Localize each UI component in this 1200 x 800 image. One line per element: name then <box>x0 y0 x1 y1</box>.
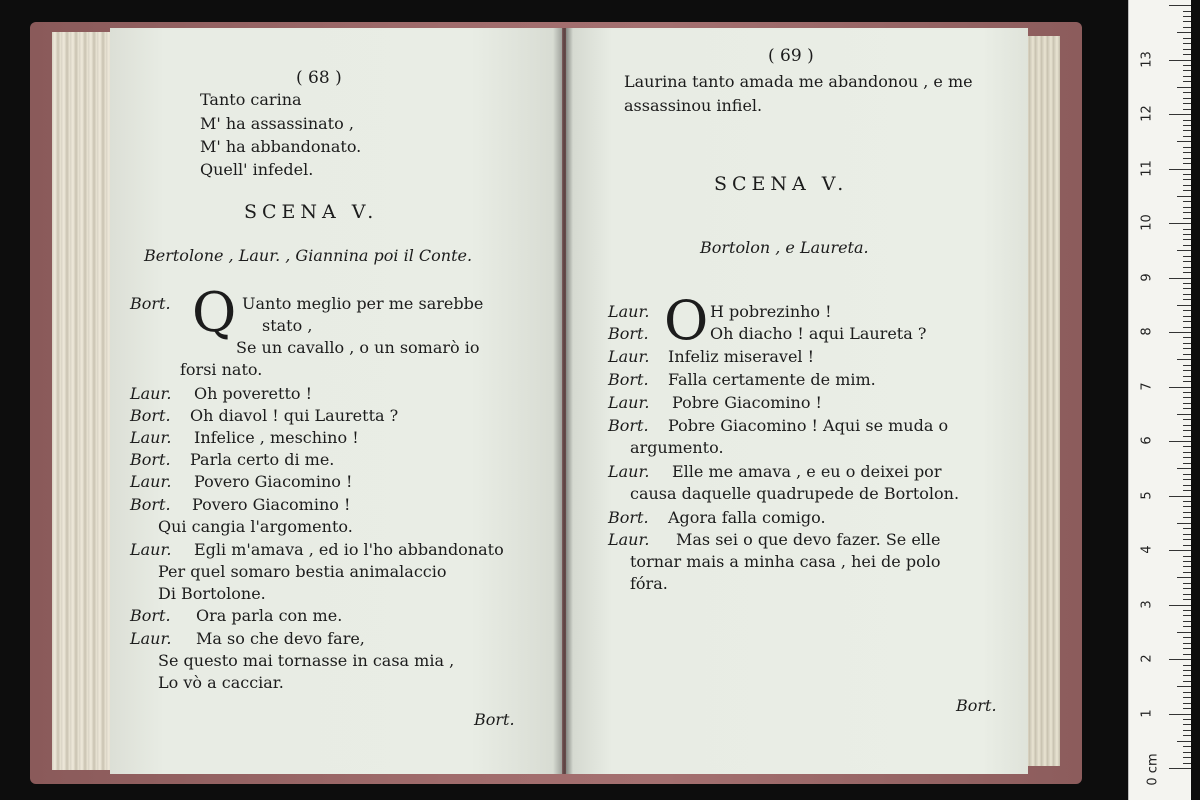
speaker-label: Laur. <box>608 347 650 366</box>
ruler-tick <box>1183 512 1191 513</box>
ruler-tick <box>1183 354 1191 355</box>
dialogue-line: Povero Giacomino ! <box>192 495 351 514</box>
dialogue-line: Di Bortolone. <box>158 584 266 603</box>
speaker-label: Bort. <box>608 416 649 435</box>
ruler-tick <box>1177 141 1191 142</box>
ruler-tick <box>1169 387 1191 388</box>
left-verse-line: Quell' infedel. <box>200 160 314 179</box>
ruler-unit-label: 0 cm <box>1145 753 1161 786</box>
ruler-tick <box>1183 16 1191 17</box>
ruler-tick <box>1183 534 1191 535</box>
speaker-label: Bort. <box>130 606 171 625</box>
dialogue-line: Lo vò a cacciar. <box>158 673 284 692</box>
ruler-number: 7 <box>1139 381 1155 391</box>
ruler-tick <box>1183 697 1191 698</box>
speaker-label: Laur. <box>608 462 650 481</box>
ruler-tick <box>1183 735 1191 736</box>
ruler-tick <box>1183 610 1191 611</box>
speaker-label: Bort. <box>608 324 649 343</box>
ruler-tick <box>1183 201 1191 202</box>
ruler-tick <box>1183 92 1191 93</box>
ruler-number: 10 <box>1139 214 1155 231</box>
speaker-label: Bort. <box>608 508 649 527</box>
ruler-tick <box>1183 501 1191 502</box>
ruler-tick <box>1183 724 1191 725</box>
ruler-tick <box>1183 21 1191 22</box>
ruler-tick <box>1183 376 1191 377</box>
dialogue-line: Elle me amava , e eu o deixei por <box>672 462 942 481</box>
ruler-tick <box>1183 310 1191 311</box>
left-catchword: Bort. <box>474 710 515 729</box>
ruler-tick <box>1169 441 1191 442</box>
ruler-tick <box>1177 87 1191 88</box>
ruler-number: 6 <box>1139 436 1155 445</box>
ruler-number: 11 <box>1139 159 1155 177</box>
ruler-tick <box>1183 43 1191 44</box>
ruler-tick <box>1183 207 1191 208</box>
dialogue-line: tornar mais a minha casa , hei de polo <box>630 552 941 571</box>
ruler-tick <box>1183 245 1191 246</box>
dialogue-line: Egli m'amava , ed io l'ho abbandonato <box>194 540 504 559</box>
dialogue-line: H pobrezinho ! <box>710 302 832 321</box>
ruler-tick <box>1169 714 1191 715</box>
ruler-tick <box>1183 392 1191 393</box>
right-verse-line: assassinou infiel. <box>624 96 763 115</box>
left-page-number: ( 68 ) <box>296 68 342 88</box>
ruler-tick <box>1183 321 1191 322</box>
ruler-tick <box>1183 545 1191 546</box>
ruler-tick <box>1169 114 1191 115</box>
dialogue-line: Pobre Giacomino ! <box>672 393 822 412</box>
ruler-tick <box>1183 179 1191 180</box>
ruler-tick <box>1183 174 1191 175</box>
left-verse-line: M' ha abbandonato. <box>200 137 362 156</box>
ruler-number: 4 <box>1139 545 1155 554</box>
left-drop-cap: Q <box>192 281 237 344</box>
speaker-label: Laur. <box>608 302 650 321</box>
ruler-tick <box>1177 196 1191 197</box>
ruler-tick <box>1177 305 1191 306</box>
ruler-tick <box>1183 479 1191 480</box>
ruler-number: 3 <box>1139 599 1155 609</box>
ruler-tick <box>1183 49 1191 50</box>
left-verse-line: Tanto carina <box>200 90 302 109</box>
left-scene-title: SCENA V. <box>244 201 379 223</box>
ruler-tick <box>1177 250 1191 251</box>
ruler-tick <box>1183 261 1191 262</box>
ruler-tick <box>1183 212 1191 213</box>
ruler-tick <box>1183 665 1191 666</box>
ruler-tick <box>1183 98 1191 99</box>
ruler-tick <box>1177 741 1191 742</box>
ruler-tick <box>1183 752 1191 753</box>
ruler-tick <box>1183 185 1191 186</box>
speaker-label: Laur. <box>130 384 172 403</box>
page-edges-left <box>52 32 112 770</box>
ruler-tick <box>1183 337 1191 338</box>
left-verse-line: M' ha assassinato , <box>200 114 354 133</box>
ruler-tick <box>1169 496 1191 497</box>
ruler-tick <box>1183 719 1191 720</box>
ruler-tick <box>1183 294 1191 295</box>
book-gutter <box>553 28 573 774</box>
ruler-tick <box>1177 468 1191 469</box>
ruler-tick <box>1183 147 1191 148</box>
ruler-tick <box>1183 27 1191 28</box>
ruler-tick <box>1183 463 1191 464</box>
dialogue-line: Ma so che devo fare, <box>196 629 365 648</box>
ruler-tick <box>1183 528 1191 529</box>
ruler-tick <box>1183 190 1191 191</box>
ruler-tick <box>1183 136 1191 137</box>
ruler-tick <box>1183 583 1191 584</box>
ruler-tick <box>1183 675 1191 676</box>
ruler-tick <box>1177 632 1191 633</box>
ruler-tick <box>1183 599 1191 600</box>
dialogue-line: Per quel somaro bestia animalaccio <box>158 562 447 581</box>
dialogue-line: forsi nato. <box>180 360 263 379</box>
dialogue-line: Falla certamente de mim. <box>668 370 876 389</box>
ruler-tick <box>1183 556 1191 557</box>
dialogue-line: Oh poveretto ! <box>194 384 313 403</box>
page-edges-right <box>1024 36 1060 766</box>
dialogue-line: causa daquelle quadrupede de Bortolon. <box>630 484 960 503</box>
ruler-tick <box>1183 452 1191 453</box>
ruler-tick <box>1183 234 1191 235</box>
ruler-tick <box>1183 490 1191 491</box>
ruler-tick <box>1183 103 1191 104</box>
right-page-number: ( 69 ) <box>768 46 814 66</box>
ruler-tick <box>1183 70 1191 71</box>
dialogue-line: Mas sei o que devo fazer. Se elle <box>676 530 941 549</box>
right-verse-line: Laurina tanto amada me abandonou , e me <box>624 72 973 91</box>
ruler-tick <box>1183 125 1191 126</box>
ruler-tick <box>1183 708 1191 709</box>
ruler-tick <box>1183 654 1191 655</box>
ruler-tick <box>1183 299 1191 300</box>
dialogue-line: Oh diavol ! qui Lauretta ? <box>190 406 399 425</box>
ruler-number: 13 <box>1139 50 1155 68</box>
ruler-tick <box>1183 615 1191 616</box>
ruler-tick <box>1183 163 1191 164</box>
ruler-tick <box>1183 594 1191 595</box>
ruler-tick <box>1183 120 1191 121</box>
ruler-tick <box>1183 643 1191 644</box>
dialogue-line: Povero Giacomino ! <box>194 472 353 491</box>
dialogue-line: fóra. <box>630 574 668 593</box>
ruler-number: 1 <box>1139 708 1155 718</box>
ruler-tick <box>1183 566 1191 567</box>
dialogue-line: stato , <box>262 316 313 335</box>
dialogue-line: Infelice , meschino ! <box>194 428 359 447</box>
ruler-tick <box>1183 38 1191 39</box>
ruler-tick <box>1177 359 1191 360</box>
ruler-tick <box>1177 686 1191 687</box>
ruler-tick <box>1183 681 1191 682</box>
dialogue-line: Pobre Giacomino ! Aqui se muda o <box>668 416 949 435</box>
ruler-tick <box>1183 757 1191 758</box>
ruler-tick <box>1183 229 1191 230</box>
speaker-label: Laur. <box>130 540 172 559</box>
ruler-number: 5 <box>1139 490 1155 500</box>
ruler-tick <box>1183 272 1191 273</box>
ruler-tick <box>1183 474 1191 475</box>
ruler-tick <box>1169 768 1191 769</box>
ruler-tick <box>1183 730 1191 731</box>
ruler-tick <box>1169 659 1191 660</box>
speaker-label: Bort. <box>130 495 171 514</box>
ruler-tick <box>1183 517 1191 518</box>
ruler-tick <box>1169 223 1191 224</box>
ruler-tick <box>1183 381 1191 382</box>
dialogue-line: Parla certo di me. <box>190 450 335 469</box>
ruler-tick <box>1169 278 1191 279</box>
dialogue-line: argumento. <box>630 438 724 457</box>
ruler-tick <box>1183 670 1191 671</box>
ruler-number: 2 <box>1139 654 1155 663</box>
right-drop-cap: O <box>664 289 709 352</box>
ruler-tick <box>1177 523 1191 524</box>
ruler-tick <box>1183 158 1191 159</box>
ruler-tick <box>1183 621 1191 622</box>
ruler-tick <box>1183 626 1191 627</box>
ruler-tick <box>1183 343 1191 344</box>
ruler-tick <box>1183 130 1191 131</box>
speaker-label: Laur. <box>608 530 650 549</box>
ruler-tick <box>1183 425 1191 426</box>
ruler-tick <box>1183 539 1191 540</box>
ruler-tick <box>1183 11 1191 12</box>
ruler-tick <box>1183 408 1191 409</box>
ruler-tick <box>1177 414 1191 415</box>
ruler-tick <box>1183 109 1191 110</box>
ruler-tick <box>1183 81 1191 82</box>
ruler-tick <box>1183 746 1191 747</box>
ruler-tick <box>1183 267 1191 268</box>
speaker-label: Bort. <box>130 406 171 425</box>
measurement-ruler <box>1128 0 1191 800</box>
ruler-number: 12 <box>1139 105 1155 122</box>
right-scene-title: SCENA V. <box>714 173 849 195</box>
ruler-tick <box>1183 403 1191 404</box>
ruler-tick <box>1169 605 1191 606</box>
ruler-tick <box>1183 457 1191 458</box>
speaker-label: Bort. <box>130 294 171 313</box>
ruler-tick <box>1183 763 1191 764</box>
dialogue-line: Agora falla comigo. <box>668 508 826 527</box>
ruler-tick <box>1183 218 1191 219</box>
ruler-tick <box>1169 169 1191 170</box>
ruler-tick <box>1183 348 1191 349</box>
speaker-label: Laur. <box>130 472 172 491</box>
speaker-label: Bort. <box>130 450 171 469</box>
ruler-tick <box>1169 332 1191 333</box>
ruler-tick <box>1183 152 1191 153</box>
dialogue-line: Se questo mai tornasse in casa mia , <box>158 651 455 670</box>
ruler-tick <box>1183 637 1191 638</box>
ruler-tick <box>1183 65 1191 66</box>
dialogue-line: Uanto meglio per me sarebbe <box>242 294 484 313</box>
ruler-tick <box>1183 436 1191 437</box>
speaker-label: Laur. <box>130 629 172 648</box>
ruler-tick <box>1183 54 1191 55</box>
ruler-tick <box>1169 550 1191 551</box>
dialogue-line: Oh diacho ! aqui Laureta ? <box>710 324 927 343</box>
ruler-tick <box>1183 572 1191 573</box>
ruler-tick <box>1183 76 1191 77</box>
speaker-label: Laur. <box>608 393 650 412</box>
dialogue-line: Se un cavallo , o un somarò io <box>236 338 480 357</box>
ruler-tick <box>1183 239 1191 240</box>
ruler-tick <box>1183 283 1191 284</box>
ruler-tick <box>1183 446 1191 447</box>
right-catchword: Bort. <box>956 696 997 715</box>
dialogue-line: Ora parla con me. <box>196 606 343 625</box>
ruler-tick <box>1183 365 1191 366</box>
ruler-tick <box>1183 506 1191 507</box>
ruler-tick <box>1183 256 1191 257</box>
ruler-tick <box>1183 692 1191 693</box>
ruler-tick <box>1177 32 1191 33</box>
ruler-tick <box>1169 5 1191 6</box>
ruler-tick <box>1183 588 1191 589</box>
ruler-tick <box>1183 485 1191 486</box>
ruler-number: 8 <box>1139 327 1155 336</box>
ruler-tick <box>1183 316 1191 317</box>
ruler-tick <box>1183 419 1191 420</box>
ruler-tick <box>1183 703 1191 704</box>
dialogue-line: Qui cangia l'argomento. <box>158 517 353 536</box>
right-cast-list: Bortolon , e Laureta. <box>700 238 869 257</box>
ruler-tick <box>1183 648 1191 649</box>
ruler-tick <box>1183 430 1191 431</box>
speaker-label: Laur. <box>130 428 172 447</box>
ruler-tick <box>1183 370 1191 371</box>
ruler-number: 9 <box>1139 272 1155 282</box>
speaker-label: Bort. <box>608 370 649 389</box>
ruler-tick <box>1183 561 1191 562</box>
ruler-tick <box>1183 288 1191 289</box>
ruler-tick <box>1183 327 1191 328</box>
left-cast-list: Bertolone , Laur. , Giannina poi il Conte. <box>144 246 473 265</box>
ruler-tick <box>1169 60 1191 61</box>
ruler-tick <box>1177 577 1191 578</box>
dialogue-line: Infeliz miseravel ! <box>668 347 815 366</box>
ruler-tick <box>1183 397 1191 398</box>
